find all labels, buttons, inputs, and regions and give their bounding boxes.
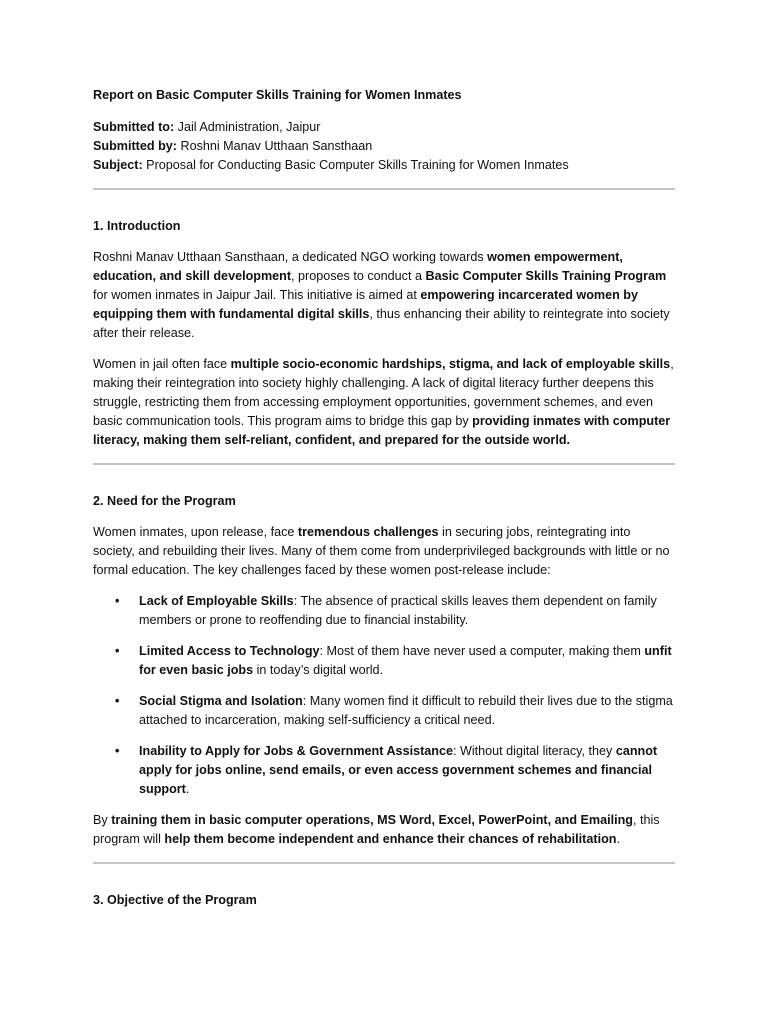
text-run: in securing jobs, reintegrating into society, and rebuilding their lives. Many of them come from underprivileged backgrounds with little or no formal education. The key challenges faced by these women post-release include: [93, 525, 670, 577]
bold-run: women empowerment, education, and skill development [93, 250, 623, 283]
list-item [93, 742, 675, 799]
bullet-icon: • [115, 594, 120, 608]
list-item [93, 642, 675, 680]
text-run: By [93, 813, 112, 827]
bold-run: training them in basic computer operations, MS Word, Excel, PowerPoint, and Emailing [111, 813, 633, 827]
text-run: Women inmates, upon release, face [93, 525, 298, 539]
text-run: for women inmates in Jaipur Jail. This initiative is aimed at [93, 288, 421, 302]
bold-run: cannot apply for jobs online, send emails, or even access government schemes and financial support [139, 744, 658, 796]
text-run: , proposes to conduct a [291, 269, 426, 283]
section-heading-introduction: 1. Introduction [93, 219, 181, 233]
document-body [93, 86, 675, 922]
subject-line [93, 156, 675, 175]
bullet-icon: • [115, 744, 120, 758]
submitted-by-label: Submitted by: [93, 139, 177, 153]
bold-run: Basic Computer Skills Training Program [425, 269, 667, 283]
text-run: , making their reintegration into society highly challenging. A lack of digital literacy further deepens this struggle, restricting them from accessing employment opportunities, government schemes, and even basic communication tools. This program aims to bridge this gap by [93, 357, 674, 428]
bold-run: tremendous challenges [297, 525, 439, 539]
section-heading-need: 2. Need for the Program [93, 494, 236, 508]
submitted-to-value: Jail Administration, Jaipur [174, 120, 321, 134]
bold-run: Limited Access to Technology [139, 644, 320, 658]
text-run: , thus enhancing their ability to reintegrate into society after their release. [93, 307, 670, 340]
report-title: Report on Basic Computer Skills Training for Women Inmates [93, 88, 462, 102]
intro-paragraph-2 [93, 355, 675, 450]
need-paragraph-1 [93, 523, 675, 580]
submitted-by-value: Roshni Manav Utthaan Sansthaan [176, 139, 373, 153]
bold-run: multiple socio-economic hardships, stigma, and lack of employable skills [230, 357, 671, 371]
section-divider [93, 862, 675, 864]
report-meta [93, 118, 675, 175]
intro-paragraph-1 [93, 248, 675, 343]
subject-label: Subject: [93, 158, 143, 172]
bold-run: unfit for even basic jobs [139, 644, 672, 677]
text-run: : Most of them have never used a computer, making them [319, 644, 645, 658]
section-divider [93, 463, 675, 465]
bold-run: Social Stigma and Isolation [139, 694, 303, 708]
submitted-to-label: Submitted to: [93, 120, 175, 134]
text-run: Women in jail often face [93, 357, 231, 371]
text-run: in today’s digital world. [253, 663, 384, 677]
challenges-list [93, 592, 675, 799]
submitted-to-line [93, 118, 675, 137]
text-run: : Without digital literacy, they [452, 744, 616, 758]
text-run: , this program will [93, 813, 660, 846]
subject-value: Proposal for Conducting Basic Computer Skills Training for Women Inmates [142, 158, 569, 172]
bullet-icon: • [115, 694, 120, 708]
bold-run: help them become independent and enhance their chances of rehabilitation [164, 832, 617, 846]
text-run: Roshni Manav Utthaan Sansthaan, a dedicated NGO working towards [93, 250, 488, 264]
text-run: . [616, 832, 620, 846]
submitted-by-line [93, 137, 675, 156]
bold-run: empowering incarcerated women by equipping them with fundamental digital skills [93, 288, 638, 321]
text-run: : Many women find it difficult to rebuild their lives due to the stigma attached to incarceration, making self-sufficiency a critical need. [139, 694, 673, 727]
bold-run: providing inmates with computer literacy, making them self-reliant, confident, and prepared for the outside world. [93, 414, 671, 447]
list-item [93, 592, 675, 630]
bold-run: Inability to Apply for Jobs & Government Assistance [139, 744, 453, 758]
section-heading-objective: 3. Objective of the Program [93, 893, 257, 907]
section-divider [93, 188, 675, 190]
text-run: : The absence of practical skills leaves them dependent on family members or prone to reoffending due to financial instability. [139, 594, 657, 627]
need-paragraph-2 [93, 811, 675, 849]
list-item [93, 692, 675, 730]
text-run: . [185, 782, 190, 796]
bullet-icon: • [115, 644, 120, 658]
bold-run: Lack of Employable Skills [139, 594, 294, 608]
